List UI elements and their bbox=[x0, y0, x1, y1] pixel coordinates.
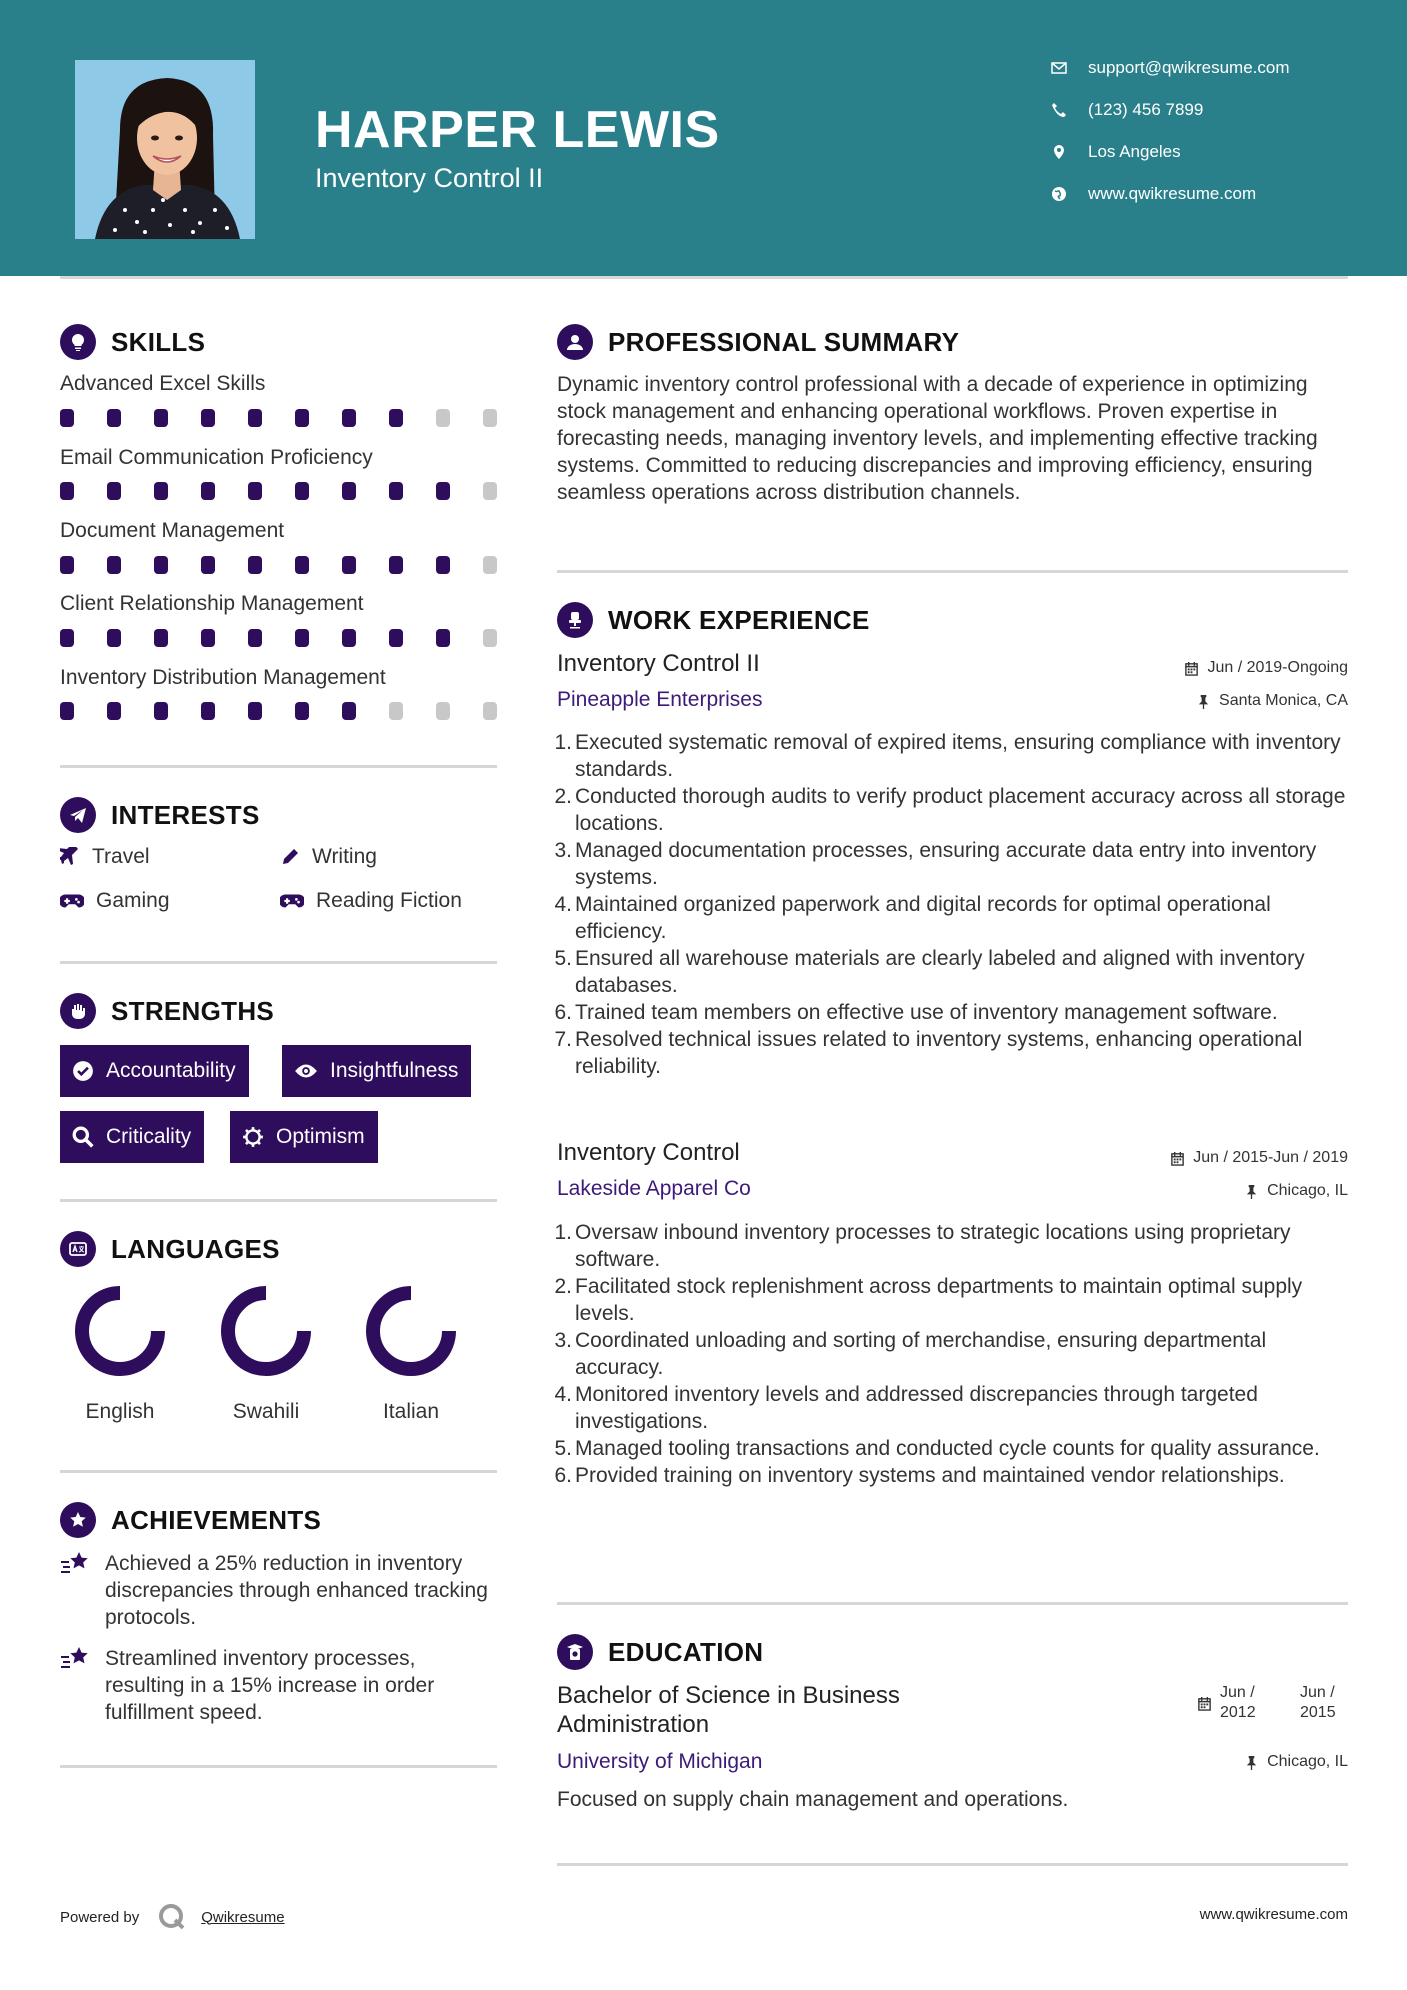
search-icon bbox=[72, 1126, 94, 1148]
globe-icon bbox=[1050, 185, 1068, 203]
footer-website[interactable]: www.qwikresume.com bbox=[1199, 1906, 1348, 1923]
skill-label: Client Relationship Management bbox=[60, 592, 364, 615]
rating-dot-filled bbox=[60, 629, 74, 647]
rating-dot-filled bbox=[342, 482, 356, 500]
qwikresume-logo-icon bbox=[157, 1902, 187, 1932]
skill-rating bbox=[60, 702, 530, 720]
language-english: English bbox=[60, 1284, 180, 1424]
gamepad-icon bbox=[280, 892, 304, 910]
rating-dot-filled bbox=[436, 629, 450, 647]
job-bullet bbox=[552, 1462, 1352, 1489]
education-description: Focused on supply chain management and operations. bbox=[557, 1788, 1069, 1811]
gear-icon bbox=[242, 1126, 264, 1148]
rating-dot-filled bbox=[154, 482, 168, 500]
rating-dot-filled bbox=[154, 409, 168, 427]
rating-dot-filled bbox=[436, 556, 450, 574]
job-title: Inventory Control bbox=[557, 1139, 740, 1166]
bullet-number: 6. bbox=[554, 1001, 572, 1024]
education-location: Chicago, IL bbox=[1244, 1753, 1348, 1771]
calendar-icon bbox=[1184, 661, 1199, 676]
rating-dot-filled bbox=[248, 702, 262, 720]
skill-label: Email Communication Proficiency bbox=[60, 446, 373, 469]
skill-label: Advanced Excel Skills bbox=[60, 372, 266, 395]
skill-rating bbox=[60, 482, 530, 500]
rating-dot-filled bbox=[60, 409, 74, 427]
section-divider bbox=[60, 1470, 497, 1473]
strengths-heading: STRENGTHS bbox=[60, 993, 274, 1029]
skill-rating bbox=[60, 409, 530, 427]
bullet-number: 5. bbox=[554, 947, 572, 970]
language-italian: Italian bbox=[351, 1284, 471, 1424]
interest-gaming: Gaming bbox=[60, 889, 170, 913]
bullet-text: Managed tooling transactions and conducted cycle counts for quality assurance. bbox=[575, 1437, 1320, 1460]
bullet-text: Monitored inventory levels and addressed discrepancies through targeted investigations. bbox=[575, 1383, 1258, 1433]
bullet-number: 4. bbox=[554, 893, 572, 916]
section-divider bbox=[60, 961, 497, 964]
check-circle-icon bbox=[72, 1060, 94, 1082]
education-dates: Jun / 2012 Jun / 2015 bbox=[1197, 1683, 1348, 1723]
rating-dot-empty bbox=[436, 409, 450, 427]
job-bullet bbox=[552, 1327, 1352, 1381]
calendar-icon bbox=[1170, 1151, 1185, 1166]
bullet-number: 5. bbox=[554, 1437, 572, 1460]
education-heading: EDUCATION bbox=[557, 1634, 763, 1670]
phone-text: (123) 456 7899 bbox=[1088, 100, 1204, 119]
job-bullet bbox=[552, 783, 1352, 837]
job-bullet bbox=[552, 1435, 1352, 1462]
job-bullet bbox=[552, 1219, 1352, 1273]
rating-dot-filled bbox=[201, 482, 215, 500]
rating-dot-filled bbox=[107, 702, 121, 720]
company-name: Pineapple Enterprises bbox=[557, 688, 763, 711]
degree-title: Bachelor of Science in Business Administration bbox=[557, 1682, 900, 1738]
job-bullet bbox=[552, 1026, 1352, 1080]
rating-dot-filled bbox=[201, 556, 215, 574]
job-location: Chicago, IL bbox=[1244, 1182, 1348, 1200]
language-level-ring bbox=[219, 1284, 313, 1378]
job-title: Inventory Control II bbox=[557, 650, 760, 677]
interest-travel: Travel bbox=[60, 845, 150, 869]
rating-dot-filled bbox=[295, 556, 309, 574]
rating-dot-filled bbox=[342, 409, 356, 427]
bullet-text: Resolved technical issues related to inventory systems, enhancing operational reliability. bbox=[575, 1028, 1303, 1078]
plane-icon bbox=[60, 847, 80, 867]
rating-dot-filled bbox=[154, 629, 168, 647]
skill-rating bbox=[60, 556, 530, 574]
rating-dot-filled bbox=[107, 482, 121, 500]
bullet-text: Managed documentation processes, ensuring accurate data entry into inventory systems. bbox=[575, 839, 1317, 889]
language-level-ring bbox=[364, 1284, 458, 1378]
bullet-text: Conducted thorough audits to verify product placement accuracy across all storage locations. bbox=[575, 785, 1346, 835]
interest-writing: Writing bbox=[280, 845, 377, 869]
shooting-star-icon bbox=[60, 1645, 92, 1673]
job-bullets bbox=[552, 729, 1352, 1080]
skill-label: Inventory Distribution Management bbox=[60, 666, 386, 689]
bullet-text: Ensured all warehouse materials are clearly labeled and aligned with inventory databases. bbox=[575, 947, 1305, 997]
graduate-icon bbox=[557, 1634, 593, 1670]
rating-dot-filled bbox=[389, 409, 403, 427]
job-bullet bbox=[552, 729, 1352, 783]
skills-heading: SKILLS bbox=[60, 324, 205, 360]
bullet-number: 4. bbox=[554, 1383, 572, 1406]
rating-dot-filled bbox=[154, 702, 168, 720]
achievement-item: Streamlined inventory processes, resulting in a 15% increase in order fulfillment speed. bbox=[60, 1645, 500, 1726]
section-divider bbox=[60, 765, 497, 768]
bullet-number: 1. bbox=[554, 1221, 572, 1244]
rating-dot-filled bbox=[342, 702, 356, 720]
rating-dot-filled bbox=[389, 629, 403, 647]
rating-dot-filled bbox=[389, 482, 403, 500]
bullet-text: Executed systematic removal of expired items, ensuring compliance with inventory standards. bbox=[575, 731, 1341, 781]
rating-dot-empty bbox=[483, 556, 497, 574]
company-name: Lakeside Apparel Co bbox=[557, 1177, 751, 1200]
skill-rating bbox=[60, 629, 530, 647]
calendar-icon bbox=[1197, 1696, 1212, 1711]
footer-powered-by: Powered by Qwikresume bbox=[60, 1902, 285, 1932]
profile-photo bbox=[75, 60, 255, 239]
school-name: University of Michigan bbox=[557, 1750, 763, 1773]
bullet-number: 1. bbox=[554, 731, 572, 754]
rating-dot-filled bbox=[60, 702, 74, 720]
job-bullet bbox=[552, 1381, 1352, 1435]
bullet-text: Oversaw inbound inventory processes to strategic locations using proprietary software. bbox=[575, 1221, 1291, 1271]
interests-heading: INTERESTS bbox=[60, 797, 260, 833]
summary-heading: PROFESSIONAL SUMMARY bbox=[557, 324, 959, 360]
pushpin-icon bbox=[1244, 1184, 1259, 1199]
lightbulb-icon bbox=[60, 324, 96, 360]
office-chair-icon bbox=[557, 602, 593, 638]
rating-dot-filled bbox=[295, 482, 309, 500]
pencil-icon bbox=[280, 847, 300, 867]
job-bullet bbox=[552, 837, 1352, 891]
contact-phone[interactable] bbox=[1050, 100, 1380, 120]
bullet-number: 2. bbox=[554, 1275, 572, 1298]
bullet-number: 3. bbox=[554, 839, 572, 862]
bullet-number: 3. bbox=[554, 1329, 572, 1352]
strength-badge: Criticality bbox=[60, 1111, 204, 1163]
rating-dot-empty bbox=[483, 702, 497, 720]
job-bullet bbox=[552, 999, 1352, 1026]
bullet-number: 6. bbox=[554, 1464, 572, 1487]
header-divider bbox=[60, 276, 1348, 279]
job-bullets bbox=[552, 1219, 1352, 1489]
rating-dot-filled bbox=[60, 556, 74, 574]
experience-heading: WORK EXPERIENCE bbox=[557, 602, 870, 638]
email-text: support@qwikresume.com bbox=[1088, 58, 1290, 77]
strength-badge: Accountability bbox=[60, 1045, 249, 1097]
rating-dot-filled bbox=[248, 629, 262, 647]
job-dates: Jun / 2019-Ongoing bbox=[1184, 659, 1348, 677]
language-level-arc bbox=[82, 1293, 158, 1369]
rating-dot-filled bbox=[201, 409, 215, 427]
location-text: Los Angeles bbox=[1088, 142, 1181, 161]
map-pin-icon bbox=[1050, 143, 1068, 161]
languages-heading: LANGUAGES bbox=[60, 1231, 280, 1267]
language-level-arc bbox=[373, 1293, 449, 1369]
rating-dot-filled bbox=[295, 702, 309, 720]
bullet-text: Trained team members on effective use of inventory management software. bbox=[575, 1001, 1278, 1024]
language-level-arc bbox=[228, 1293, 304, 1369]
eye-icon bbox=[294, 1063, 318, 1079]
interest-reading-fiction: Reading Fiction bbox=[280, 889, 462, 913]
section-divider bbox=[60, 1199, 497, 1202]
pushpin-icon bbox=[1244, 1755, 1259, 1770]
hand-fist-icon bbox=[60, 993, 96, 1029]
job-bullet bbox=[552, 1273, 1352, 1327]
contact-location bbox=[1050, 142, 1380, 162]
rating-dot-empty bbox=[483, 409, 497, 427]
bullet-text: Maintained organized paperwork and digital records for optimal operational efficiency. bbox=[575, 893, 1271, 943]
section-divider bbox=[557, 570, 1348, 573]
bullet-number: 2. bbox=[554, 785, 572, 808]
strength-badge: Insightfulness bbox=[282, 1045, 471, 1097]
rating-dot-filled bbox=[248, 409, 262, 427]
bullet-text: Provided training on inventory systems and maintained vendor relationships. bbox=[575, 1464, 1285, 1487]
rating-dot-filled bbox=[60, 482, 74, 500]
section-divider bbox=[60, 1765, 497, 1768]
skill-label: Document Management bbox=[60, 519, 285, 542]
candidate-title: Inventory Control II bbox=[315, 163, 544, 193]
gamepad-icon bbox=[60, 892, 84, 910]
rating-dot-filled bbox=[201, 702, 215, 720]
bullet-text: Facilitated stock replenishment across departments to maintain optimal supply levels. bbox=[575, 1275, 1303, 1325]
envelope-icon bbox=[1050, 59, 1068, 77]
star-badge-icon bbox=[60, 1502, 96, 1538]
summary-text: Dynamic inventory control professional with a decade of experience in optimizing stock management and enhancing operational workflows. Proven expertise in forecasting needs, managing inventory levels, and implementing effective tracking systems. Committed to reducing discrepancies and improving efficiency, ensuring seamless operations across distribution channels. bbox=[557, 373, 1318, 504]
rating-dot-filled bbox=[342, 629, 356, 647]
website-text: www.qwikresume.com bbox=[1088, 184, 1257, 203]
rating-dot-filled bbox=[107, 629, 121, 647]
rating-dot-empty bbox=[389, 702, 403, 720]
rating-dot-empty bbox=[436, 702, 450, 720]
rating-dot-filled bbox=[295, 409, 309, 427]
job-dates: Jun / 2015-Jun / 2019 bbox=[1170, 1149, 1348, 1167]
paper-plane-icon bbox=[60, 797, 96, 833]
candidate-name: HARPER LEWIS bbox=[315, 101, 720, 159]
bullet-number: 7. bbox=[554, 1028, 572, 1051]
rating-dot-filled bbox=[389, 556, 403, 574]
job-bullet bbox=[552, 891, 1352, 945]
user-icon bbox=[557, 324, 593, 360]
rating-dot-filled bbox=[248, 482, 262, 500]
rating-dot-filled bbox=[154, 556, 168, 574]
achievements-heading: ACHIEVEMENTS bbox=[60, 1502, 321, 1538]
qwikresume-link[interactable]: Qwikresume bbox=[201, 1908, 285, 1926]
section-divider bbox=[557, 1863, 1348, 1866]
language-level-ring bbox=[73, 1284, 167, 1378]
rating-dot-empty bbox=[483, 482, 497, 500]
contact-website[interactable] bbox=[1050, 184, 1380, 204]
rating-dot-filled bbox=[201, 629, 215, 647]
achievement-item: Achieved a 25% reduction in inventory discrepancies through enhanced tracking protocols. bbox=[60, 1550, 500, 1631]
rating-dot-filled bbox=[436, 482, 450, 500]
rating-dot-empty bbox=[483, 629, 497, 647]
language-icon bbox=[60, 1231, 96, 1267]
strength-badge: Optimism bbox=[230, 1111, 378, 1163]
job-location: Santa Monica, CA bbox=[1196, 692, 1348, 710]
rating-dot-filled bbox=[248, 556, 262, 574]
rating-dot-filled bbox=[107, 556, 121, 574]
rating-dot-filled bbox=[342, 556, 356, 574]
shooting-star-icon bbox=[60, 1550, 92, 1578]
rating-dot-filled bbox=[295, 629, 309, 647]
bullet-text: Coordinated unloading and sorting of merchandise, ensuring departmental accuracy. bbox=[575, 1329, 1267, 1379]
phone-icon bbox=[1050, 101, 1068, 119]
language-swahili: Swahili bbox=[206, 1284, 326, 1424]
rating-dot-filled bbox=[107, 409, 121, 427]
contact-email[interactable] bbox=[1050, 58, 1380, 78]
section-divider bbox=[557, 1602, 1348, 1605]
pushpin-icon bbox=[1196, 694, 1211, 709]
job-bullet bbox=[552, 945, 1352, 999]
